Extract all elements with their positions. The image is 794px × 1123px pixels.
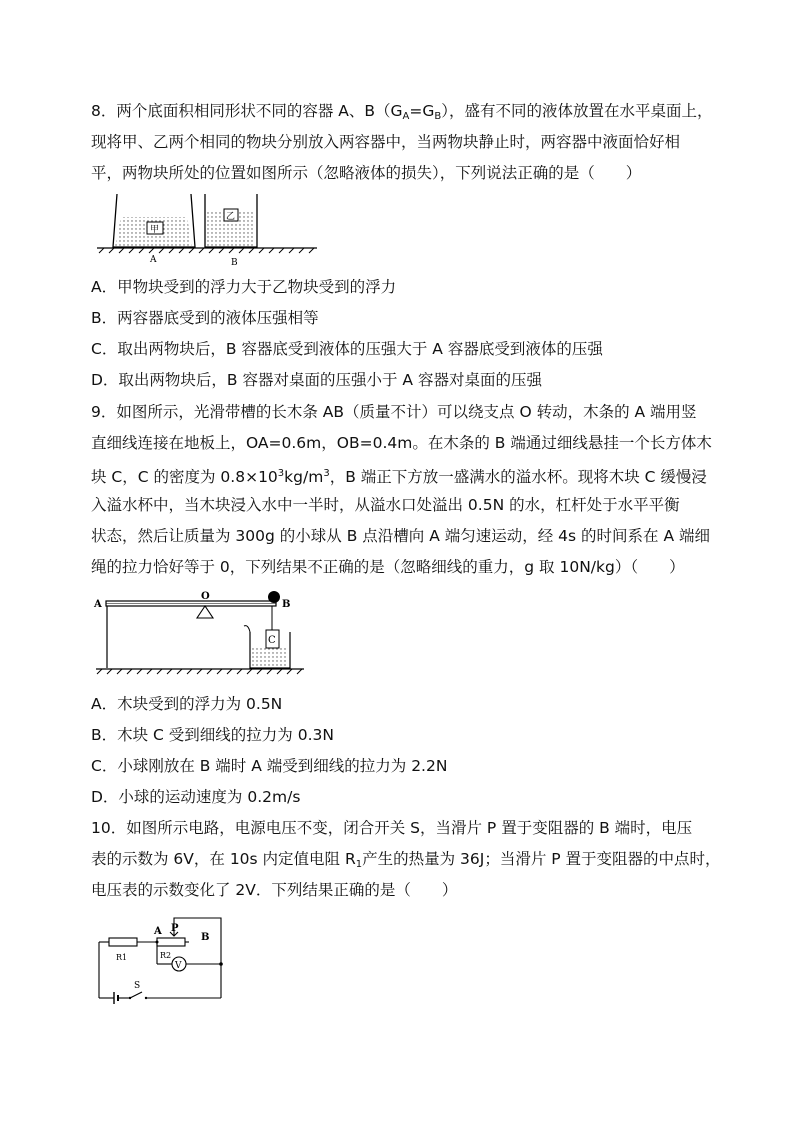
point-b-label: B	[282, 599, 291, 610]
q10-line-3: 电压表的示数变化了 2V．下列结果正确的是（ ）	[91, 881, 458, 899]
q8-option-c: C．取出两物块后，B 容器底受到液体的压强大于 A 容器底受到液体的压强	[91, 340, 603, 358]
block-yi-label: 乙	[226, 212, 236, 222]
q8-option-b: B．两容器底受到的液体压强相等	[91, 309, 319, 327]
container-b-label: B	[231, 258, 238, 268]
point-a-label: A	[94, 599, 102, 610]
q9-option-b: B．木块 C 受到细线的拉力为 0.3N	[91, 726, 334, 744]
point-o-label: O	[201, 591, 210, 602]
q9-option-d: D．小球的运动速度为 0.2m/s	[91, 788, 301, 806]
q9-option-a: A．木块受到的浮力为 0.5N	[91, 695, 283, 713]
q9-line-4: 入溢水杯中，当木块浸入水中一半时，从溢水口处溢出 0.5N 的水，杠杆处于水平平衡	[91, 496, 680, 514]
q9-figure-lever	[92, 588, 307, 680]
q8-option-a: A．甲物块受到的浮力大于乙物块受到的浮力	[91, 278, 397, 296]
label-v: V	[175, 961, 182, 971]
q9-line-5: 状态，然后让质量为 300g 的小球从 B 点沿槽向 A 端匀速运动，经 4s 的时间系在 A 端细	[91, 527, 710, 545]
label-r1: R1	[116, 953, 128, 962]
label-b: B	[201, 932, 210, 943]
q8-figure-containers	[95, 192, 320, 270]
block-jia-label: 甲	[150, 225, 160, 235]
q8-line-2: 现将甲、乙两个相同的物块分别放入两容器中，当两物块静止时，两容器中液面恰好相	[91, 133, 681, 151]
label-r2: R2	[160, 951, 172, 960]
q9-line-3: 块 C，C 的密度为 $0.8\times 10^3kg/m^3$，B 端正下方放一盛满水的溢水杯。现将木块 C 缓慢浸	[91, 468, 707, 486]
label-p: P	[171, 923, 179, 934]
q8-option-d: D．取出两物块后，B 容器对桌面的压强小于 A 容器对桌面的压强	[91, 371, 542, 389]
ball	[268, 591, 280, 603]
q8-line-1: 8．两个底面积相同形状不同的容器 A、$B(G_A=G_B)$，盛有不同的液体放置在水平桌面上，	[91, 102, 713, 122]
label-a: A	[154, 926, 162, 937]
q9-line-6: 绳的拉力恰好等于 0，下列结果不正确的是（忽略细线的重力，g 取 10N/kg）（ ）	[91, 558, 685, 576]
q9-option-c: C．小球刚放在 B 端时 A 端受到细线的拉力为 2.2N	[91, 757, 448, 775]
q10-line-1: 10．如图所示电路，电源电压不变，闭合开关 S，当滑片 P 置于变阻器的 B 端时，电压	[91, 819, 693, 837]
container-a-label: A	[150, 255, 157, 265]
q10-figure-circuit	[94, 914, 229, 1006]
q9-line-1: 9．如图所示，光滑带槽的长木条 AB（质量不计）可以绕支点 O 转动，木条的 A 端用竖	[91, 403, 697, 421]
block-c-label: C	[268, 635, 276, 646]
q9-line-2: 直细线连接在地板上，OA=0.6m，OB=0.4m。在木条的 B 端通过细线悬挂一个长方体木	[91, 434, 712, 452]
q8-line-3: 平，两物块所处的位置如图所示（忽略液体的损失），下列说法正确的是（ ）	[91, 164, 642, 182]
q10-line-2: 表的示数为 6V，在 10s 内定值电阻 $R_1$产生的热量为 36J；当滑片 P 置于变阻器的中点时，	[91, 850, 721, 870]
label-s: S	[134, 981, 141, 991]
